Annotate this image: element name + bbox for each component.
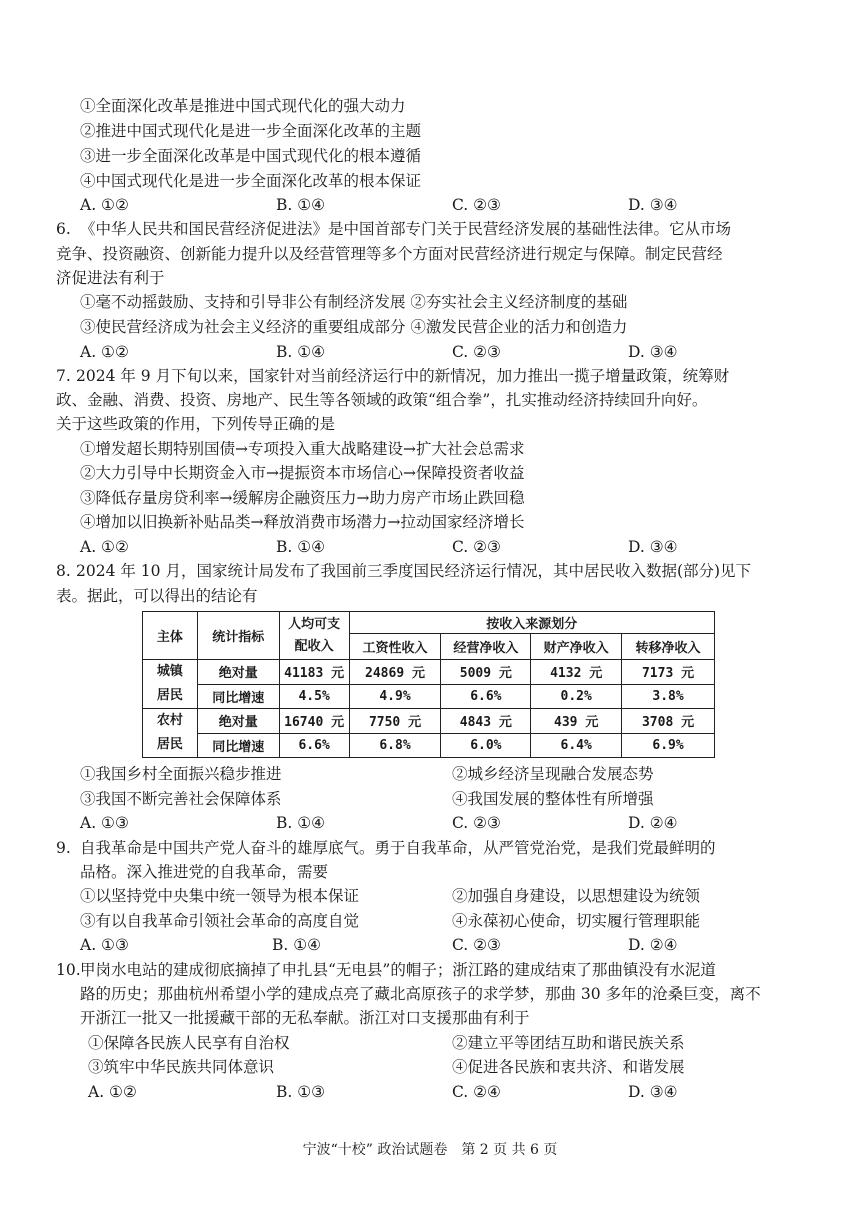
q5-item-2: ②推进中国式现代化是进一步全面深化改革的主题: [80, 122, 422, 140]
header-disposable-line-2: 配收入: [294, 638, 334, 654]
q9-option-c: C. ②③: [452, 936, 501, 954]
q9-option-b: B. ①④: [272, 936, 322, 954]
q7-item-2: ②大力引导中长期资金入市→提振资本市场信心→保障投资者收益: [80, 464, 525, 482]
q10-stem-3: 开浙江一批又一批援藏干部的无私奉献。浙江对口支援那曲有利于: [80, 1009, 530, 1027]
table-cell: 6.8%: [349, 733, 441, 758]
q7-option-c: C. ②③: [452, 538, 501, 556]
table-row: [143, 684, 715, 709]
q10-option-c: C. ②④: [452, 1083, 501, 1101]
row-label: 绝对量: [197, 709, 279, 734]
q6-stem-2: 竞争、投资融资、创新能力提升以及经营管理等多个方面对民营经济进行规定与保障。制定民营经: [56, 245, 723, 263]
q8-stem-2: 表。据此，可以得出的结论有: [56, 587, 258, 605]
q10-item-3: ③筑牢中华民族共同体意识: [88, 1058, 275, 1076]
q9-stem-2: 品格。深入推进党的自我革命，需要: [80, 863, 329, 881]
q7-stem-3: 关于这些政策的作用，下列传导正确的是: [56, 415, 336, 433]
q5-option-d: D. ③④: [628, 196, 678, 214]
page-footer: 宁波“十校” 政治试题卷 第 2 页 共 6 页: [302, 1142, 558, 1158]
header-disposable-line-1: 人均可支: [288, 616, 341, 632]
header-transfer-income: 转移净收入: [622, 634, 715, 660]
q8-option-b: B. ①④: [276, 814, 326, 832]
q10-item-1: ①保障各民族人民享有自治权: [88, 1034, 290, 1052]
q8-item-1: ①我国乡村全面振兴稳步推进: [80, 765, 282, 783]
header-indicator: 统计指标: [197, 612, 279, 660]
q10-stem-1: 甲岗水电站的建成彻底摘掉了申扎县“无电县”的帽子；浙江路的建成结束了那曲镇没有水泥道: [80, 961, 716, 979]
table-cell: 6.6%: [441, 684, 531, 709]
table-cell: 4.5%: [279, 684, 349, 709]
q9-item-3: ③有以自我革命引领社会革命的高度自觉: [80, 912, 360, 930]
table-cell: 5009 元: [441, 660, 531, 685]
q9-item-1: ①以坚持党中央集中统一领导为根本保证: [80, 887, 360, 905]
group-urban-line-2: 居民: [156, 688, 183, 703]
table-cell: 6.9%: [622, 733, 715, 758]
q8-option-c: C. ②③: [452, 814, 501, 832]
q10-option-b: B. ①③: [276, 1083, 326, 1101]
row-label: 同比增速: [197, 733, 279, 758]
header-business-income: 经营净收入: [441, 634, 531, 660]
q7-item-4: ④增加以旧换新补贴品类→释放消费市场潜力→拉动国家经济增长: [80, 513, 525, 531]
table-cell: 41183 元: [279, 660, 349, 685]
q7-stem-1: 2024 年 9 月下旬以来，国家针对当前经济运行中的新情况，加力推出一揽子增量政策，统筹财: [76, 367, 730, 385]
q6-option-a: A. ①②: [80, 343, 129, 361]
q10-item-4: ④促进各民族和衷共济、和谐发展: [452, 1058, 685, 1076]
table-cell: 3.8%: [622, 684, 715, 709]
q6-items-2: ③使民营经济成为社会主义经济的重要组成部分 ④激发民营企业的活力和创造力: [80, 318, 628, 336]
q5-item-1: ①全面深化改革是推进中国式现代化的强大动力: [80, 97, 406, 115]
table-cell: 6.0%: [441, 733, 531, 758]
q7-number: 7.: [56, 367, 71, 385]
header-wage-income: 工资性收入: [349, 634, 441, 660]
q5-option-b: B. ①④: [276, 196, 326, 214]
q5-option-c: C. ②③: [452, 196, 501, 214]
header-subject: 主体: [143, 612, 198, 660]
q9-number: 9.: [56, 839, 71, 857]
q6-option-c: C. ②③: [452, 343, 501, 361]
q6-stem-3: 济促进法有利于: [56, 269, 165, 287]
table-cell: 16740 元: [279, 709, 349, 734]
q7-option-a: A. ①②: [80, 538, 129, 556]
q8-number: 8.: [56, 562, 71, 580]
q8-item-4: ④我国发展的整体性有所增强: [452, 790, 654, 808]
table-cell: 4.9%: [349, 684, 441, 709]
income-data-table: [142, 611, 715, 758]
q10-option-a: A. ①②: [88, 1083, 137, 1101]
group-urban-line-1: 城镇: [156, 664, 183, 679]
q5-item-4: ④中国式现代化是进一步全面深化改革的根本保证: [80, 172, 422, 190]
group-rural: [143, 709, 198, 758]
table-cell: 0.2%: [531, 684, 622, 709]
q8-stem-1: 2024 年 10 月，国家统计局发布了我国前三季度国民经济运行情况，其中居民收入数据(部分)见下: [76, 562, 752, 580]
q8-item-3: ③我国不断完善社会保障体系: [80, 790, 282, 808]
header-income-source: 按收入来源划分: [349, 612, 714, 634]
q6-stem-1: 《中华人民共和国民营经济促进法》是中国首部专门关于民营经济发展的基础性法律。它从市场: [80, 220, 732, 238]
group-urban: [143, 660, 198, 709]
q6-option-d: D. ③④: [628, 343, 678, 361]
table-cell: 7750 元: [349, 709, 441, 734]
row-label: 同比增速: [197, 684, 279, 709]
q10-option-d: D. ③④: [628, 1083, 678, 1101]
q8-option-d: D. ②④: [628, 814, 678, 832]
q7-item-3: ③降低存量房贷利率→缓解房企融资压力→助力房产市场止跌回稳: [80, 489, 525, 507]
table-cell: 4132 元: [531, 660, 622, 685]
q9-stem-1: 自我革命是中国共产党人奋斗的雄厚底气。勇于自我革命，从严管党治党，是我们党最鲜明的: [80, 839, 716, 857]
table-cell: 7173 元: [622, 660, 715, 685]
table-cell: 3708 元: [622, 709, 715, 734]
table-cell: 4843 元: [441, 709, 531, 734]
q7-stem-2: 政、金融、消费、投资、房地产、民生等各领域的政策“组合拳”，扎实推动经济持续回升向好。: [56, 391, 708, 409]
table-cell: 24869 元: [349, 660, 441, 685]
q8-item-2: ②城乡经济呈现融合发展态势: [452, 765, 654, 783]
q6-items-1: ①毫不动摇鼓励、支持和引导非公有制经济发展 ②夯实社会主义经济制度的基础: [80, 293, 628, 311]
table-cell: 439 元: [531, 709, 622, 734]
table-row: [143, 660, 715, 685]
q7-option-b: B. ①④: [276, 538, 326, 556]
table-row: [143, 709, 715, 734]
q9-item-2: ②加强自身建设，以思想建设为统领: [452, 887, 701, 905]
q7-item-1: ①增发超长期特别国债→专项投入重大战略建设→扩大社会总需求: [80, 440, 525, 458]
row-label: 绝对量: [197, 660, 279, 685]
q6-option-b: B. ①④: [276, 343, 326, 361]
q8-option-a: A. ①③: [80, 814, 129, 832]
header-property-income: 财产净收入: [531, 634, 622, 660]
table-cell: 6.4%: [531, 733, 622, 758]
q5-option-a: A. ①②: [80, 196, 129, 214]
q5-item-3: ③进一步全面深化改革是中国式现代化的根本遵循: [80, 147, 422, 165]
q7-option-d: D. ③④: [628, 538, 678, 556]
q10-number: 10.: [56, 961, 81, 979]
q6-number: 6.: [56, 220, 71, 238]
q9-option-d: D. ②④: [628, 936, 678, 954]
q9-option-a: A. ①③: [80, 936, 129, 954]
table-cell: 6.6%: [279, 733, 349, 758]
table-row: [143, 733, 715, 758]
q9-item-4: ④永葆初心使命，切实履行管理职能: [452, 912, 701, 930]
header-disposable-income: [279, 612, 349, 660]
q10-stem-2: 路的历史；那曲杭州希望小学的建成点亮了藏北高原孩子的求学梦，那曲 30 多年的沧桑巨变，离不: [80, 985, 761, 1003]
q10-item-2: ②建立平等团结互助和谐民族关系: [452, 1034, 685, 1052]
group-rural-line-2: 居民: [156, 737, 183, 752]
group-rural-line-1: 农村: [156, 713, 183, 728]
